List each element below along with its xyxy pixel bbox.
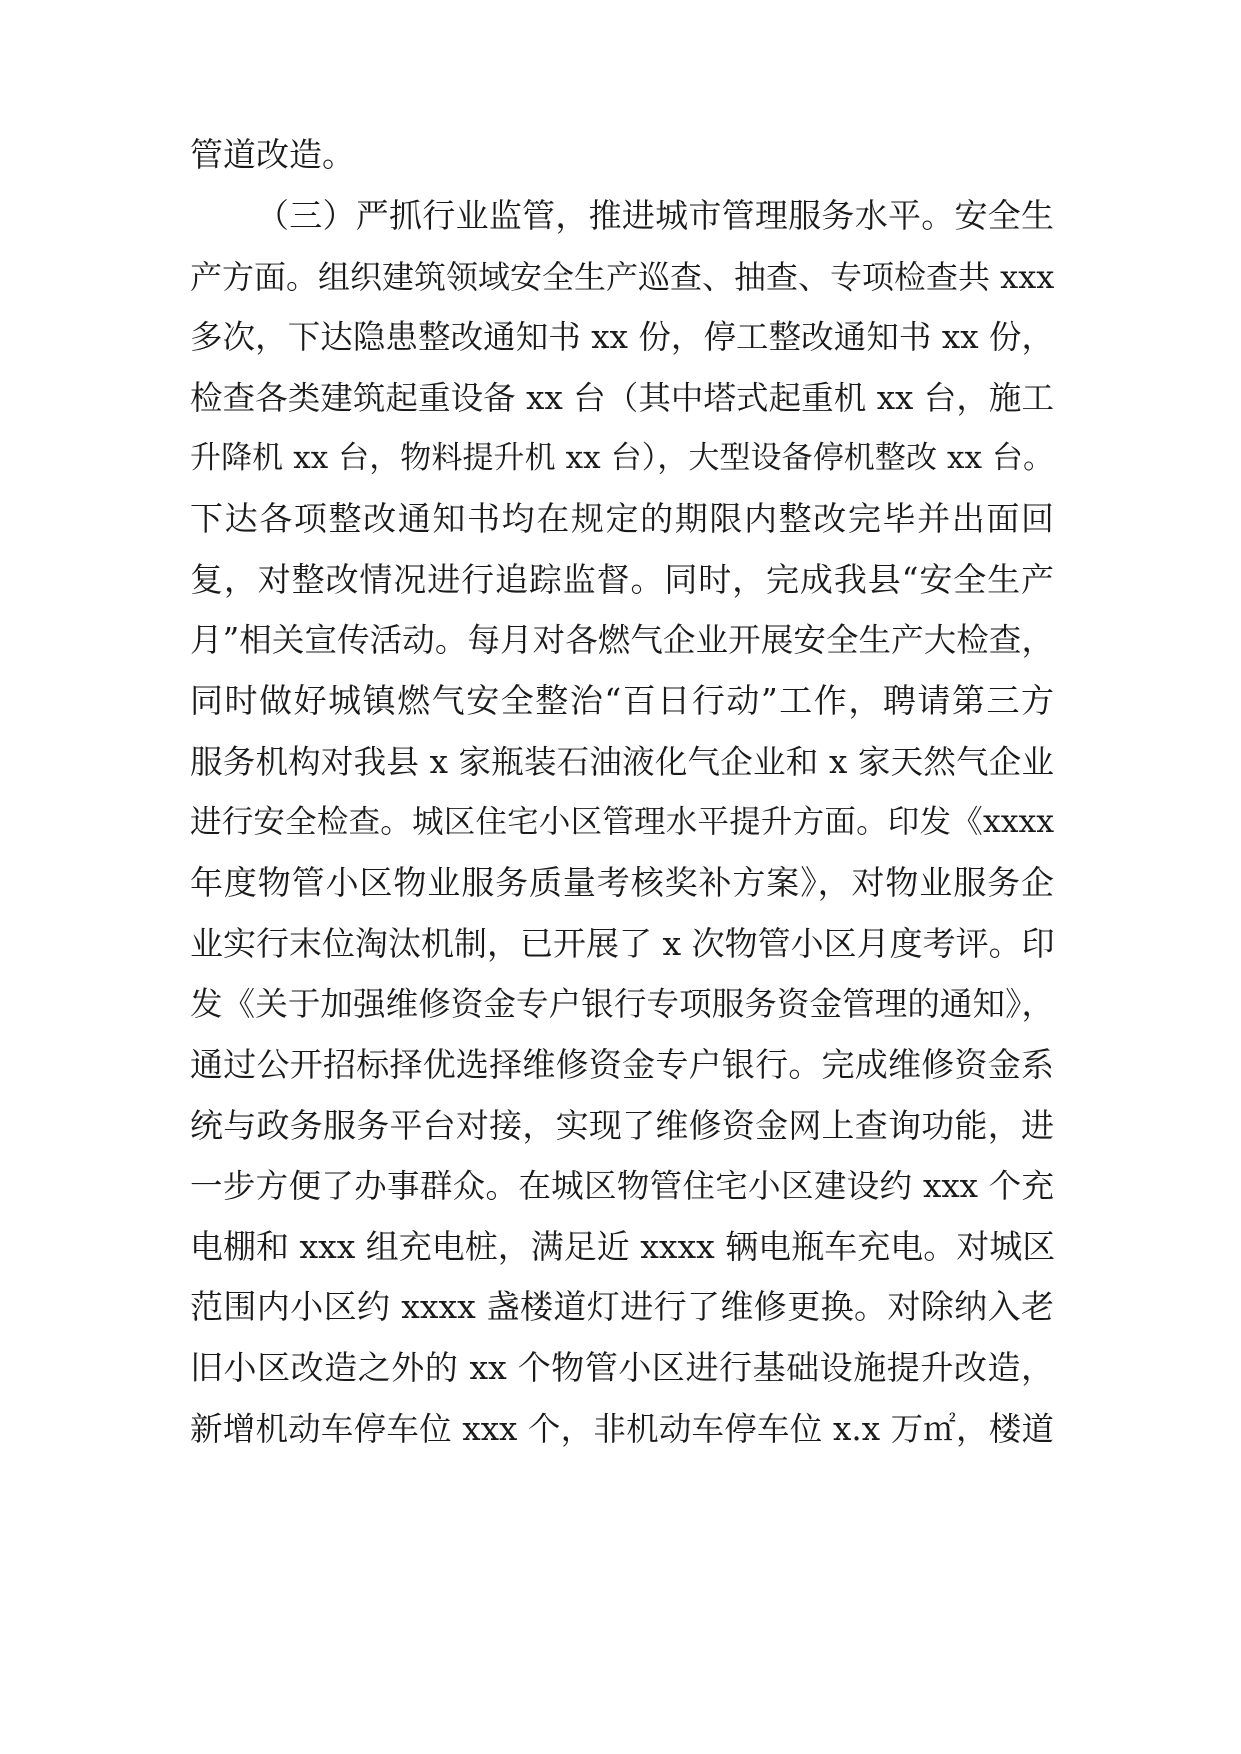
text-line: 电棚和 xxx 组充电桩，满足近 xxxx 辆电瓶车充电。对城区 (190, 1227, 1056, 1266)
text-line: 新增机动车停车位 xxx 个，非机动车停车位 x.x 万㎡，楼道 (190, 1410, 1054, 1448)
text-line: 多次，下达隐患整改通知书 xx 份，停工整改通知书 xx 份， (190, 318, 1054, 356)
text-line: 进行安全检查。城区住宅小区管理水平提升方面。印发《xxxx (190, 804, 1054, 840)
text-line: 服务机构对我县 x 家瓶装石油液化气企业和 x 家天然气企业 (190, 743, 1054, 781)
section-heading-line: （三）严抓行业监管，推进城市管理服务水平。安全生 (256, 196, 1054, 235)
text-line: 通过公开招标择优选择维修资金专户银行。完成维修资金系 (190, 1045, 1054, 1084)
text-line: 统与政务服务平台对接，实现了维修资金网上查询功能，进 (190, 1106, 1054, 1145)
text-line: 检查各类建筑起重设备 xx 台（其中塔式起重机 xx 台，施工 (190, 379, 1054, 417)
text-line: 管道改造。 (190, 135, 355, 174)
text-line: 复，对整改情况进行追踪监督。同时，完成我县“安全生产 (190, 560, 1054, 599)
text-line: 一步方便了办事群众。在城区物管住宅小区建设约 xxx 个充 (190, 1167, 1054, 1205)
text-line: 年度物管小区物业服务质量考核奖补方案》，对物业服务企 (190, 863, 1054, 902)
text-line: 月”相关宣传活动。每月对各燃气企业开展安全生产大检查， (190, 621, 1054, 659)
text-line: 下达各项整改通知书均在规定的期限内整改完毕并出面回 (190, 499, 1054, 538)
text-line: 旧小区改造之外的 xx 个物管小区进行基础设施提升改造， (190, 1348, 1054, 1387)
text-line: 发《关于加强维修资金专户银行专项服务资金管理的通知》， (190, 985, 1054, 1023)
text-line: 升降机 xx 台，物料提升机 xx 台），大型设备停机整改 xx 台。 (190, 440, 1054, 476)
text-line: 范围内小区约 xxxx 盏楼道灯进行了维修更换。对除纳入老 (190, 1287, 1054, 1326)
text-line: 产方面。组织建筑领域安全生产巡查、抽查、专项检查共 xxx (190, 258, 1055, 296)
text-line: 业实行末位淘汰机制，已开展了 x 次物管小区月度考评。印 (190, 924, 1055, 963)
text-line: 同时做好城镇燃气安全整治“百日行动”工作，聘请第三方 (190, 681, 1054, 720)
